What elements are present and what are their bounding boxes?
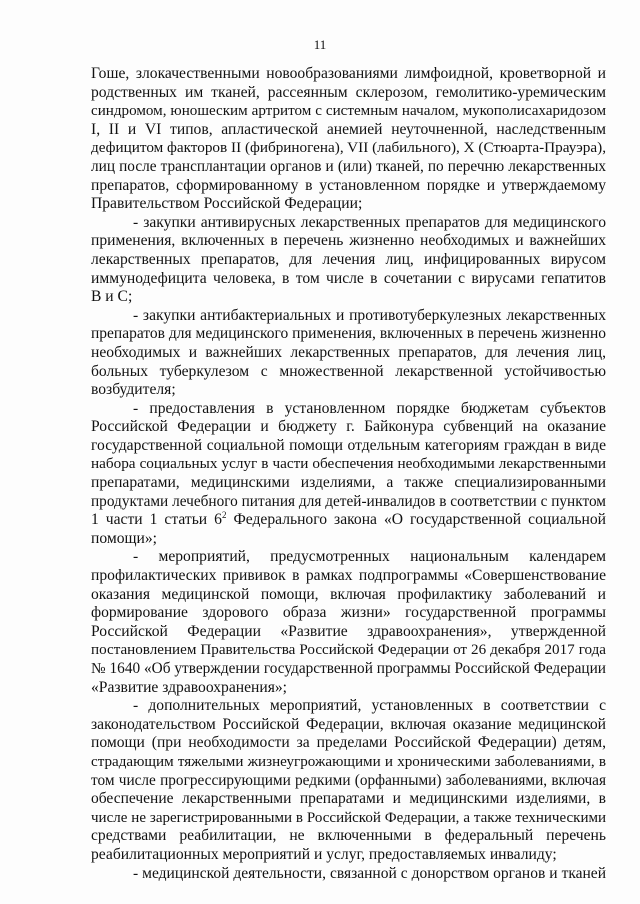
text-line — [91, 511, 606, 530]
text-line-content: страдающим тяжелыми жизнеугрожающими и хроническими заболеваниями, в — [91, 753, 606, 770]
text-line-content: препаратов для медицинского применения, включенных в перечень жизненно — [91, 325, 606, 343]
text-line — [91, 660, 606, 679]
text-line-content: необходимых и важнейших лекарственных препаратов, для лечения лиц, — [91, 343, 606, 361]
text-line — [91, 753, 606, 772]
text-line — [91, 493, 606, 512]
text-line — [91, 474, 606, 493]
text-line — [91, 418, 606, 437]
text-line-content: продуктами лечебного питания для детей-инвалидов в соответствии с пунктом — [91, 492, 606, 510]
text-line — [91, 288, 606, 307]
text-line-content: синдромом, юношеским артритом с системным началом, мукополисахаридозом — [91, 103, 606, 120]
text-line-content: средствами реабилитации, не включенными в федеральный перечень — [91, 827, 606, 845]
text-line-content: - медицинской деятельности, связанной с донорством органов и тканей — [133, 864, 606, 882]
text-line — [91, 548, 606, 567]
text-line-content: возбудителя; — [91, 381, 176, 399]
text-line-content: числе не зарегистрированными в Российской Федерации, а также техническими — [91, 809, 606, 826]
text-line-content: реабилитационных мероприятий и услуг, предоставляемых инвалиду; — [91, 845, 557, 863]
text-line — [91, 809, 606, 828]
text-line-content: лиц после трансплантации органов и (или) тканей, по перечню лекарственных — [91, 157, 606, 175]
text-line — [91, 641, 606, 660]
text-line-content: - предоставления в установленном порядке бюджетам субъектов — [133, 399, 606, 417]
text-line — [91, 846, 606, 865]
text-line-content: - закупки антибактериальных и противотуберкулезных лекарственных — [133, 306, 606, 324]
text-line — [91, 790, 606, 809]
text-line-content: обеспечение лекарственными препаратами и медицинскими изделиями, в — [91, 790, 606, 808]
text-line — [91, 437, 606, 456]
text-line — [91, 400, 606, 419]
text-line-content: лекарственных препаратов, для лечения лиц, инфицированных вирусом — [91, 250, 606, 268]
text-line-content: I, II и VI типов, апластической анемией неуточненной, наследственным — [91, 120, 606, 138]
text-line — [91, 270, 606, 289]
text-line-content: государственной социальной помощи отдельным категориям граждан в виде — [91, 436, 606, 454]
text-line-content: препаратами, медицинскими изделиями, а также специализированными — [91, 474, 606, 492]
text-line-content: формирование здорового образа жизни» государственной программы — [91, 604, 606, 622]
text-line-content: применения, включенных в перечень жизненно необходимых и важнейших — [91, 232, 606, 250]
text-line-content: Гоше, злокачественными новообразованиями лимфоидной, кроветворной и — [91, 65, 606, 82]
text-line — [91, 139, 606, 158]
text-line-continuation: Федерального закона «О государственной социальной — [226, 511, 606, 529]
text-line-content: помощи»; — [91, 529, 157, 547]
text-line-content: иммунодефицита человека, в том числе в сочетании с вирусами гепатитов — [91, 269, 606, 287]
text-line — [91, 177, 606, 196]
text-line — [91, 716, 606, 735]
text-line — [91, 121, 606, 140]
text-line — [91, 827, 606, 846]
text-line — [91, 307, 606, 326]
text-line — [91, 604, 606, 623]
text-line-content: Российской Федерации и бюджету г. Байконура субвенций на оказание — [91, 418, 606, 436]
text-line-content: - мероприятий, предусмотренных национальным календарем — [133, 548, 606, 566]
text-line-content: - закупки антивирусных лекарственных препаратов для медицинского — [133, 213, 606, 231]
text-line-content: профилактических прививок в рамках подпрограммы «Совершенствование — [91, 567, 606, 585]
text-line-content: помощи (при необходимости за пределами Российской Федерации) детям, — [91, 734, 606, 752]
text-line — [91, 363, 606, 382]
text-line — [91, 325, 606, 344]
text-line — [91, 586, 606, 605]
text-line — [91, 697, 606, 716]
text-line-content: постановлением Правительства Российской Федерации от 26 декабря 2017 года — [91, 642, 606, 659]
text-line — [91, 530, 606, 549]
text-line — [91, 734, 606, 753]
text-line — [91, 772, 606, 791]
superscript: 2 — [221, 511, 227, 521]
text-line-content: В и С; — [91, 288, 133, 306]
text-line-content: больных туберкулезом с множественной лекарственной устойчивостью — [91, 362, 606, 380]
text-line — [91, 623, 606, 642]
text-line — [91, 195, 606, 214]
text-line-content: «Развитие здравоохранения»; — [91, 678, 288, 696]
text-line-content: родственных им тканей, рассеянным склерозом, гемолитико-уремическим — [91, 83, 606, 101]
text-line-content: набора социальных услуг в части обеспечения необходимыми лекарственными — [91, 455, 606, 473]
text-line — [91, 214, 606, 233]
page-number: 11 — [313, 37, 327, 52]
text-line — [91, 344, 606, 363]
text-line — [91, 567, 606, 586]
text-line-content: 1 части 1 статьи 6 — [91, 511, 222, 529]
text-line-content: законодательством Российской Федерации, включая оказание медицинской — [91, 715, 606, 733]
document-body — [91, 65, 606, 883]
text-line — [91, 158, 606, 177]
text-line-content: - дополнительных мероприятий, установленных в соответствии с — [133, 697, 606, 715]
text-line-content: препаратов, сформированному в установленном порядке и утверждаемому — [91, 176, 606, 194]
text-line — [91, 679, 606, 698]
text-line-content: том числе прогрессирующими редкими (орфанными) заболеваниями, включая — [91, 771, 606, 789]
text-line-content: № 1640 «Об утверждении государственной программы Российской Федерации — [91, 660, 606, 677]
text-line — [91, 455, 606, 474]
text-line-content: оказания медицинской помощи, включая профилактику заболеваний и — [91, 585, 606, 603]
text-line — [91, 232, 606, 251]
text-line — [91, 102, 606, 121]
text-line — [91, 84, 606, 103]
text-line — [91, 251, 606, 270]
text-line-content: Правительством Российской Федерации; — [91, 195, 363, 213]
text-line — [91, 65, 606, 84]
text-line-content: дефицитом факторов II (фибриногена), VII (лабильного), X (Стюарта-Прауэра), — [91, 139, 606, 157]
text-line — [91, 381, 606, 400]
text-line — [91, 865, 606, 884]
text-line-content: Российской Федерации «Развитие здравоохранения», утвержденной — [91, 622, 606, 640]
